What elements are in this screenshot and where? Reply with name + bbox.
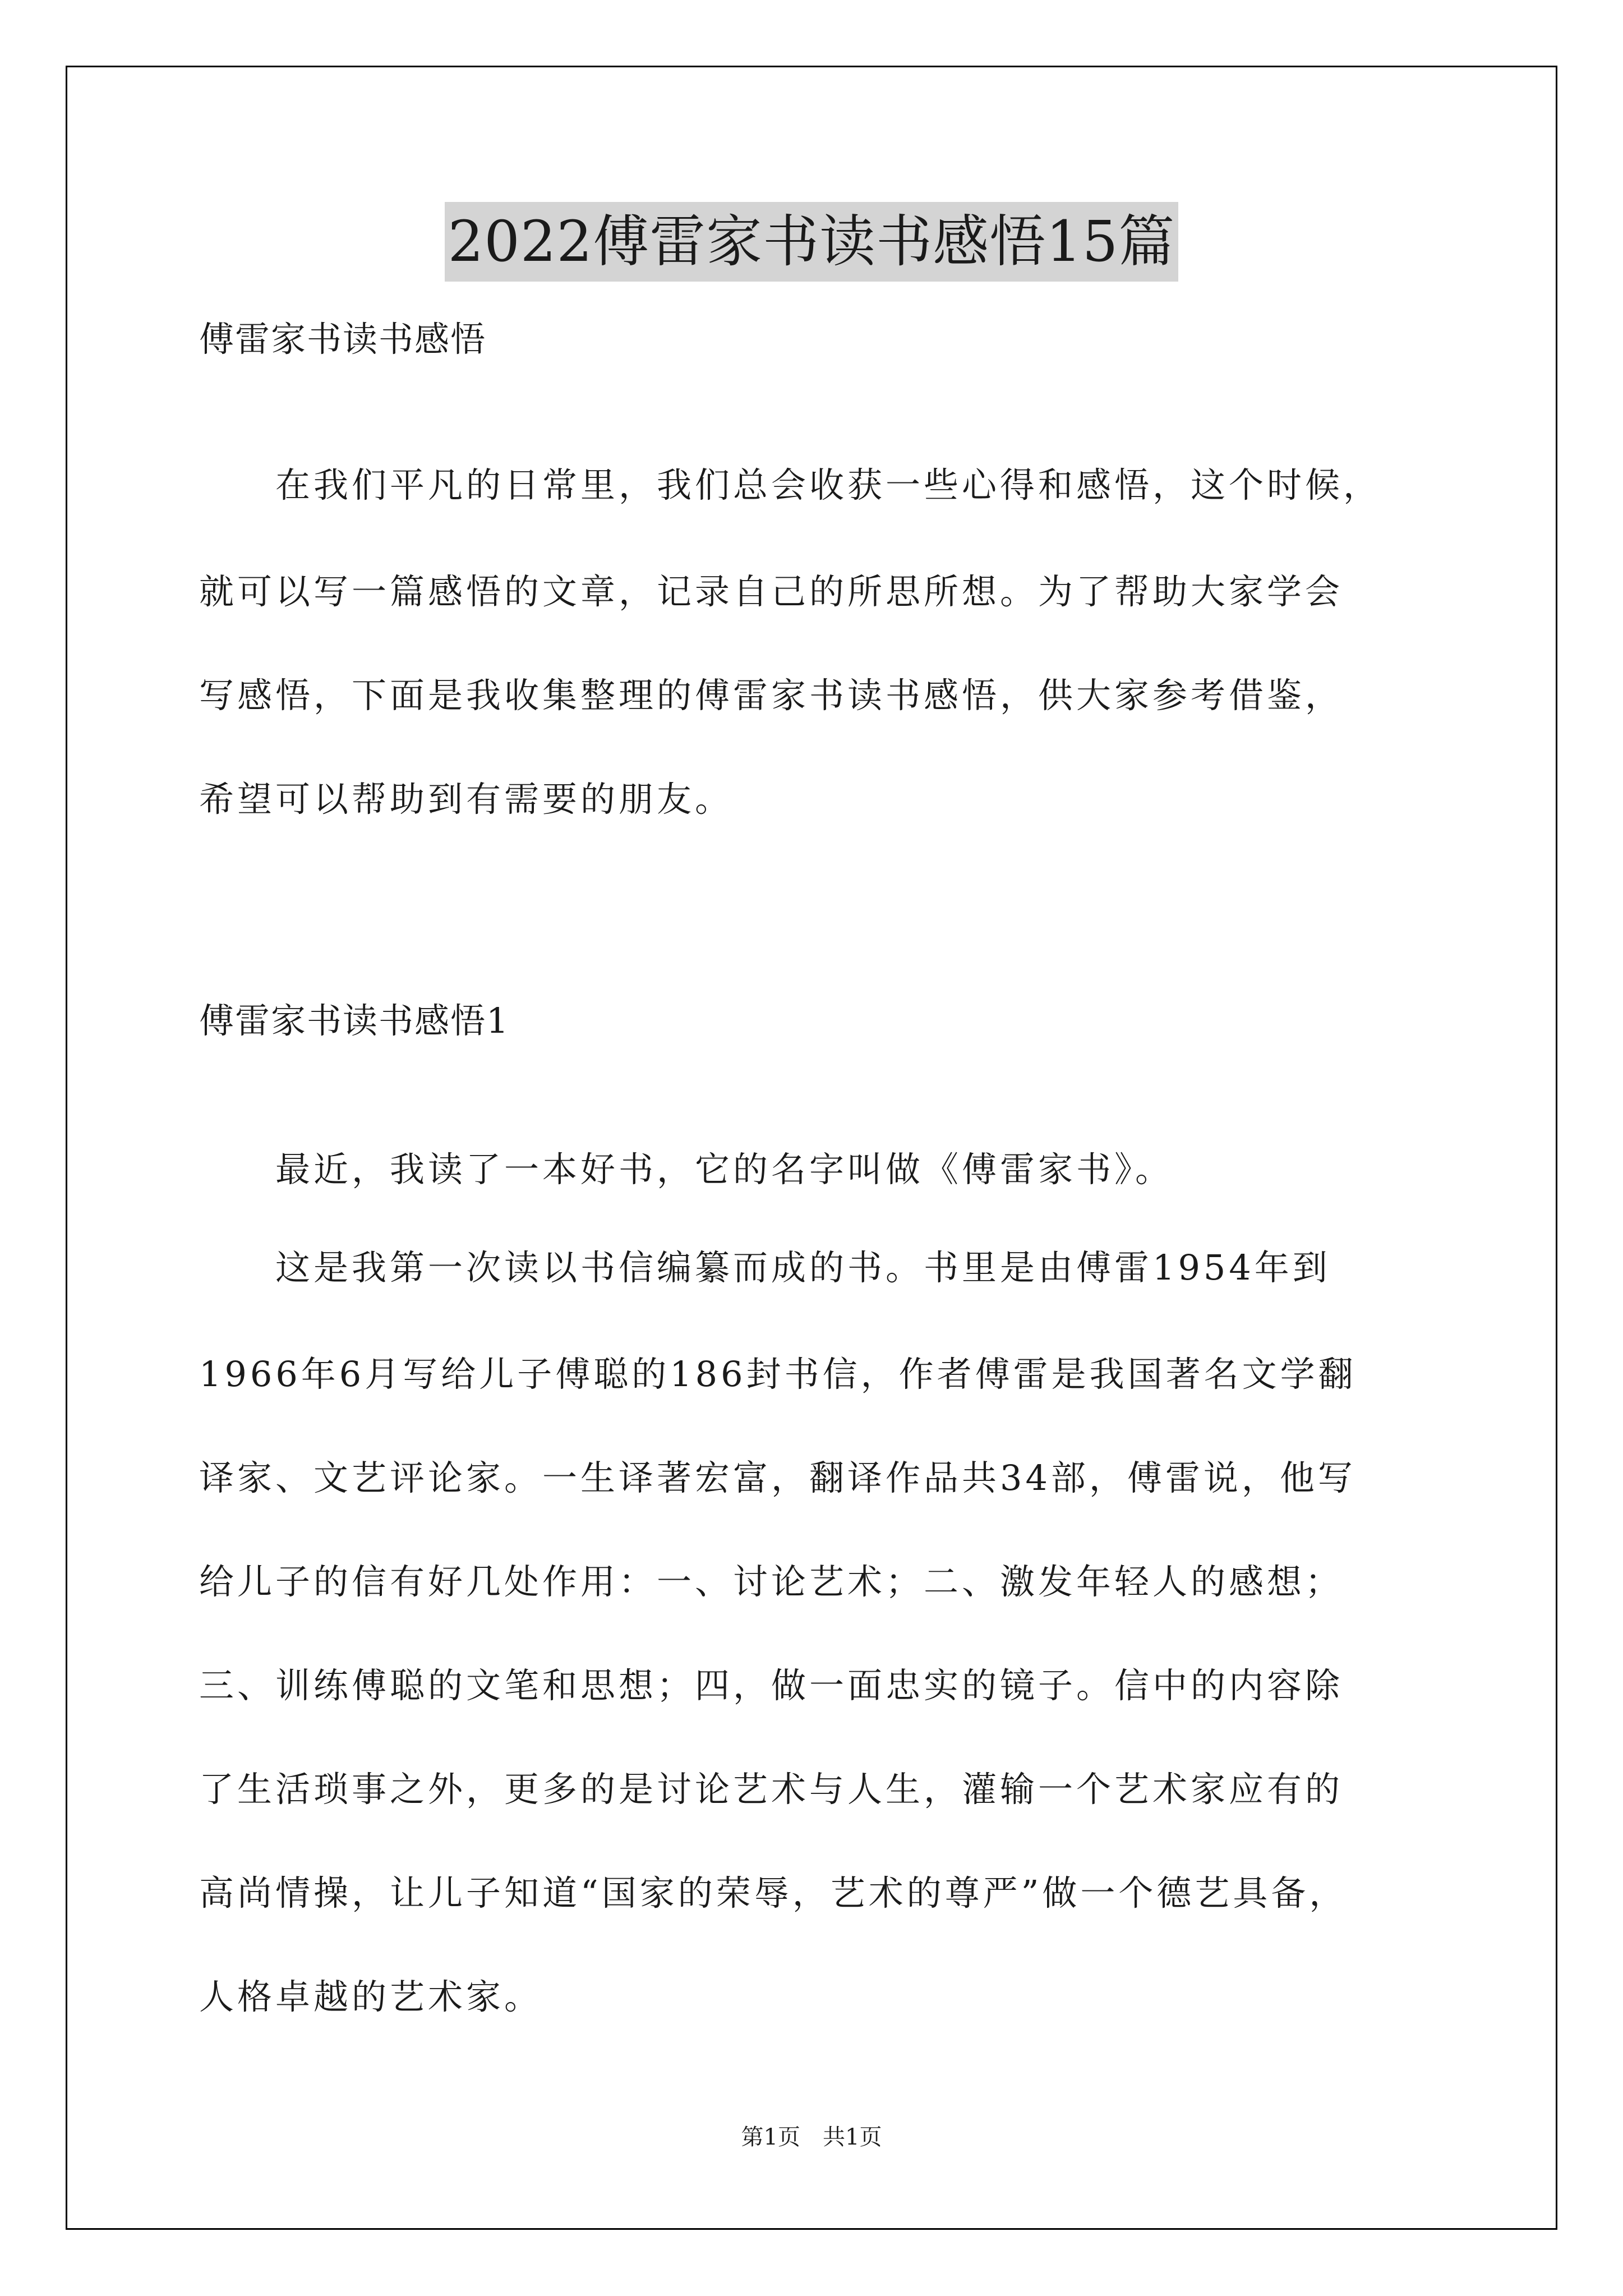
document-title: 2022傅雷家书读书感悟15篇	[445, 202, 1179, 282]
section1-paragraph: 最近，我读了一本好书，它的名字叫做《傅雷家书》。	[199, 1149, 1174, 1190]
section1-line: 高尚情操，让儿子知道“国家的荣辱，艺术的尊严”做一个德艺具备，	[199, 1872, 1348, 1913]
intro-heading: 傅雷家书读书感悟	[199, 319, 487, 360]
page-footer: 第1页 共1页	[741, 2124, 882, 2150]
intro-line: 希望可以帮助到有需要的朋友。	[199, 779, 734, 820]
section1-line: 给儿子的信有好几处作用：一、讨论艺术；二、激发年轻人的感想；	[199, 1561, 1344, 1602]
section1-line: 这是我第一次读以书信编纂而成的书。书里是由傅雷1954年到	[199, 1247, 1331, 1288]
section1-line: 三、训练傅聪的文笔和思想；四，做一面忠实的镜子。信中的内容除	[199, 1665, 1344, 1706]
section1-heading: 傅雷家书读书感悟1	[199, 1000, 510, 1041]
intro-line: 写感悟，下面是我收集整理的傅雷家书读书感悟，供大家参考借鉴，	[199, 675, 1344, 716]
section1-line: 译家、文艺评论家。一生译著宏富，翻译作品共34部，傅雷说，他写	[199, 1457, 1356, 1498]
title-container	[0, 202, 1623, 282]
section1-line: 1966年6月写给儿子傅聪的186封书信，作者傅雷是我国著名文学翻	[199, 1354, 1357, 1395]
intro-line: 就可以写一篇感悟的文章，记录自己的所思所想。为了帮助大家学会	[199, 571, 1344, 612]
intro-line: 在我们平凡的日常里，我们总会收获一些心得和感悟，这个时候，	[199, 464, 1382, 505]
section1-line: 人格卓越的艺术家。	[199, 1976, 543, 2017]
section1-line: 了生活琐事之外，更多的是讨论艺术与人生，灌输一个艺术家应有的	[199, 1769, 1344, 1810]
